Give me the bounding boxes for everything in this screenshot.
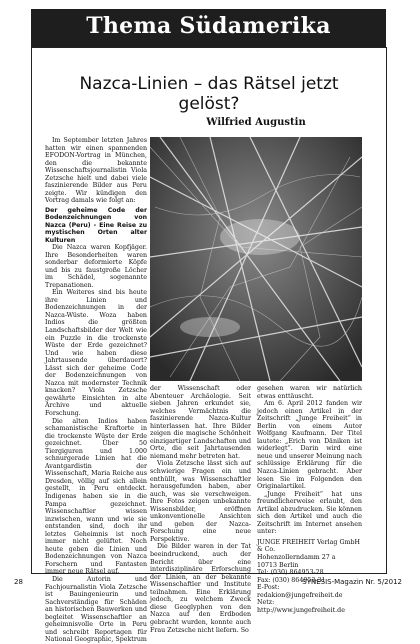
paragraph: Die Nazca waren Kopfjäger. Ihre Besonderheiten waren sonderbar deformierte Köpfe und bis zu faustgroße Löcher im Schädel, sogenannte Trepanationen.	[45, 243, 147, 289]
paragraph: Die Autorin und Fachjournalistin Viola Zetzsche ist Bauingenieurin und Sachverständige für Schäden an historischen Bauwerken und begleitet Wissenschaftler an geheimnisvolle Orte in Peru und schreibt Reportagen für National Geographic, Spektrum	[45, 576, 147, 644]
paragraph: Am 6. April 2012 fanden wir jedoch einen Artikel in der Zeitschrift „Junge Freiheit“ in Berlin von einem Autor Wolfgang Kaufmann. Der Titel lautete: „Erich von Däniken ist widerlegt“. Darin wird eine neue und unserer Meinung nach schlüssige Erklärung für die Nazca-Linien gebracht. Aber lesen Sie im Folgenden den Originalartikel.	[257, 400, 362, 491]
address-line: Tel: (030) 864953-28	[257, 569, 324, 577]
address-line: & Co.	[257, 546, 276, 554]
address-email: E-Post: redakion@jungefreiheit.de	[257, 584, 343, 599]
address-line: JUNGE FREIHEIT Verlag GmbH	[257, 538, 360, 546]
address-line: Fax: (030) 864953-31	[257, 576, 326, 584]
publisher-address	[257, 539, 362, 614]
paragraph: „Junge Freiheit“ hat uns freundlicherweise erlaubt, den Artikel abzudrucken. Sie können sich den Artikel und auch die Zeitschrift im Internet ansehen unter:	[257, 490, 362, 536]
address-line: 10713 Berlin	[257, 561, 299, 569]
text-column-1	[45, 137, 147, 644]
nazca-lines-photo	[150, 137, 362, 381]
section-title: Thema Südamerika	[86, 13, 331, 39]
paragraph: Ein Weiteres sind bis heute ihre Linien und Bodenzeichnungen in der Nazca-Wüste. Woza haben Indios die größten Landschaftsbilder der Welt wie ein Puzzle in die trockenste Wüste der Erde gezeichnet? Und wie haben diese Jahrtausende überdauert? Lässt sich der geheime Code der Bodenzeichnungen von Nazca mit modernster Technik knacken? Viola Zetzsche gewährte Einsichten in alte Archive und aktuelle Forschung.	[45, 289, 147, 417]
text-column-2	[150, 385, 251, 634]
nazca-lines-image	[150, 137, 362, 381]
paragraph: Die Bilder waren in der Tat beeindruckend, auch der Bericht über eine interdisziplinäre Erforschung der Linien, an der bekannte Wissenschaftler und Institute teilnahmen. Eine Erklärung jedoch, zu welchem Zweck diese Geoglyphen von den Nazca auf den Erdboden gebracht wurden, konnte auch Frau Zetzsche nicht liefern. So	[150, 543, 251, 634]
paragraph: Im September letzten Jahres hatten wir einen spannenden EFODON-Vortrag in München, den die bekannte Wissenschaftsjournalistin Viola Zetzsche hielt und dabei viele faszinierende Bilder aus Peru zeigte. Wir kündigen den Vortrag damals wie folgt an:	[45, 137, 147, 205]
paragraph: gesehen waren wir natürlich etwas enttäuscht.	[257, 385, 362, 400]
address-website: Netz: http://www.jungefreiheit.de	[257, 599, 345, 614]
subheading: Der geheime Code der Bodenzeichnungen von Nazca (Peru) - Eine Reise zu mystischen Orten alter Kulturen	[45, 206, 147, 244]
section-header	[31, 9, 386, 47]
paragraph: der Wissenschaft oder Abenteuer Archäologie. Seit sieben Jahren erkundet sie, welches Vermächtnis die faszinierende Nazca-Kultur hinterlassen hat. Ihre Bilder zeigen die magische Schönheit einzigartiger Landschaften und Orte, die seit Jahrtausenden niemand mehr betreten hat.	[150, 385, 251, 460]
page-number: 28	[14, 578, 23, 586]
magazine-issue: SYNESIS-Magazin Nr. 5/2012	[302, 578, 402, 586]
paragraph: Die alten Indios haben schamanistische Kraftorte in die trockenste Wüste der Erde gezeichnet. Über 50 Tiergiguren und 1.000 schnurgerade Linien hat die Avantgardistin der Wissenschaft, Maria Reiche aus Dresden, völlig auf sich allein gestellt, in Peru entdeckt. Indigenas haben sie in die Pampa gezeichnet. Wissenschaftler wissen inzwischen, wann und wie sie entstanden sind, doch ihr letztes Geheimnis ist noch immer nicht gelüftet. Noch heute geben die Linien und Bodenzeichnungen von Nazca Forschern und Fantasten immer neue Rätsel auf.	[45, 417, 147, 576]
article-title-line-2: gelöst?	[178, 94, 240, 114]
address-line: Hohenzollerndamm 27 a	[257, 554, 336, 562]
article-title	[31, 74, 387, 114]
paragraph: Viola Zetzsche lässt sich auf schwierige Fragen ein und enthüllt, was Wissenschaftler herausgefunden haben, aber auch, was sie verschweigen. Ihre Fotos zeigen unbekannte Wissensbilder, eröffnen unkonventionelle Ansichten und geben der Nazca-Forschung eine neue Perspektive.	[150, 460, 251, 543]
article-author: Wilfried Augustin	[206, 117, 306, 128]
article-title-line-1: Nazca-Linien – das Rätsel jetzt	[79, 74, 339, 94]
